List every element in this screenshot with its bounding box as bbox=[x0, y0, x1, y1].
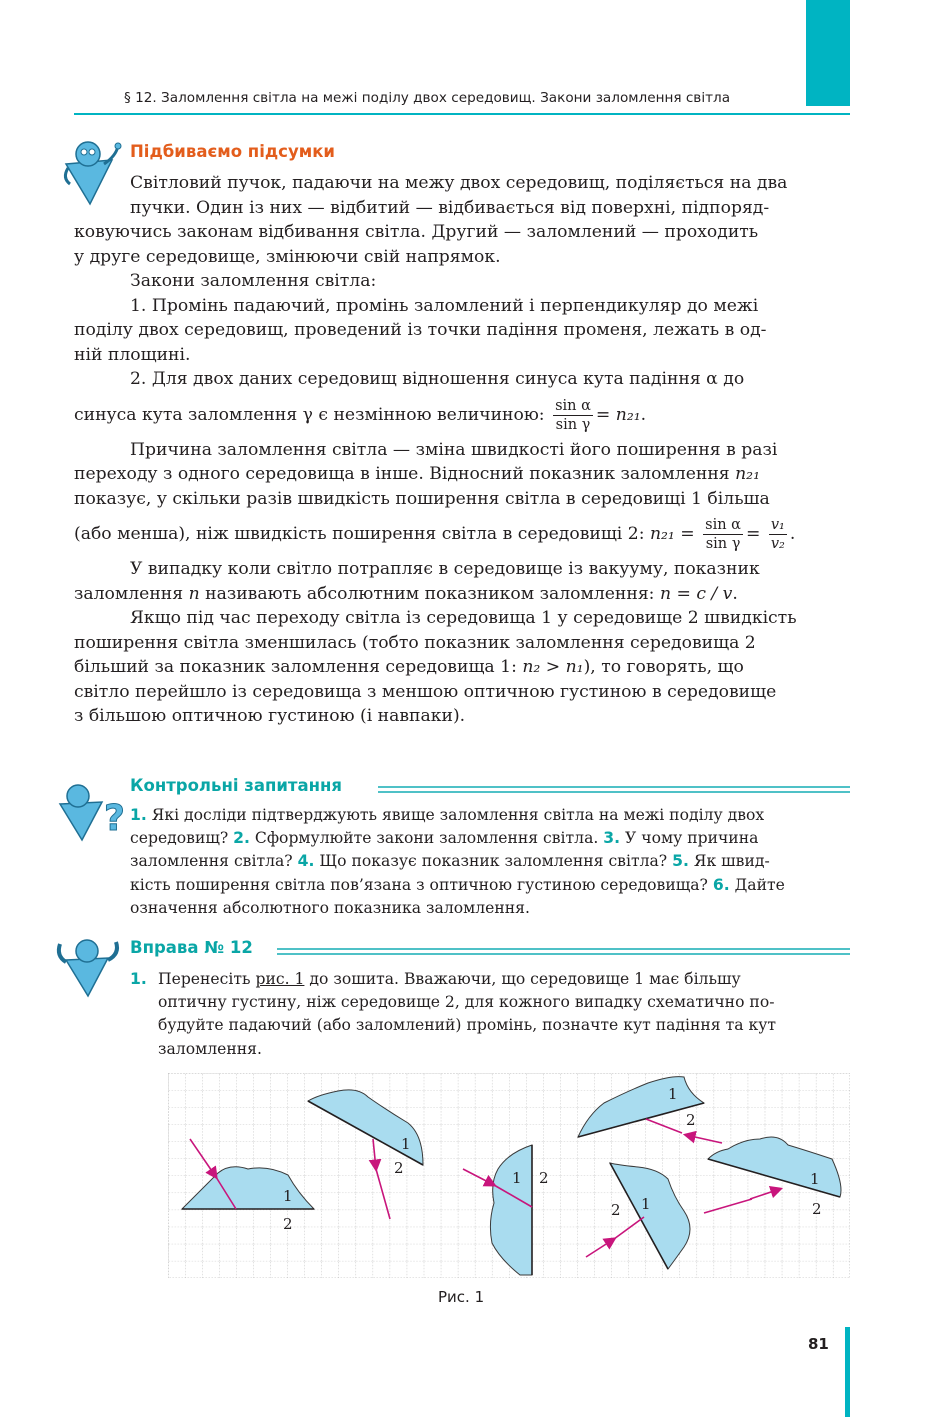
text-line: Світловий пучок, падаючи на межу двох середовищ, поділяється на два bbox=[130, 173, 788, 193]
text-line: Закони заломлення світла: bbox=[130, 271, 377, 291]
formula-n: n bbox=[188, 583, 200, 604]
medium-label-1: 1 bbox=[668, 1085, 678, 1103]
text-line: (або менша), ніж швидкість поширення світла в середовищі 2: bbox=[74, 524, 645, 544]
sin-ratio bbox=[553, 397, 593, 434]
fraction-numerator: sin α bbox=[705, 517, 741, 533]
medium-label-1: 1 bbox=[283, 1187, 293, 1205]
text-line: пучки. Один із них — відбитий — відбивається від поверхні, підпоряд- bbox=[130, 197, 770, 218]
medium-label-2: 2 bbox=[686, 1111, 696, 1129]
footer-tab bbox=[845, 1327, 850, 1417]
question-line: означення абсолютного показника заломлення. bbox=[130, 898, 530, 917]
text-line: Якщо під час переходу світла із середовища 1 у середовище 2 швидкість bbox=[130, 608, 797, 628]
svg-text:?: ? bbox=[104, 798, 125, 839]
text-line: 1. Промінь падаючий, промінь заломлений і перпендикуляр до межі bbox=[130, 295, 759, 316]
exercise-title: Вправа № 12 bbox=[130, 938, 253, 957]
text-line: більший за показник заломлення середовища 1: bbox=[74, 657, 517, 677]
medium-label-1: 1 bbox=[512, 1169, 522, 1187]
text-line: синуса кута заломлення γ є незмінною величиною: bbox=[74, 404, 545, 425]
text-line: показує, у скільки разів швидкість поширення світла в середовищі 1 більша bbox=[74, 488, 770, 509]
formula-line bbox=[74, 462, 850, 487]
fraction-denominator: sin γ bbox=[705, 536, 741, 552]
medium-label-1: 1 bbox=[401, 1135, 411, 1153]
text-line: заломлення bbox=[74, 583, 184, 604]
exercise-line: будуйте падаючий (або заломлений) промінь, позначте кут падіння та кут bbox=[158, 1016, 777, 1035]
formula-n21: n₂₁ bbox=[735, 464, 760, 484]
question-line: 1. Які досліди підтверджують явище заломлення світла на межі поділу двох bbox=[130, 806, 765, 824]
questions-title-rule bbox=[378, 786, 850, 793]
questions-text bbox=[130, 804, 850, 920]
text-line: ковуючись законам відбивання світла. Другий — заломлений — проходить bbox=[74, 222, 759, 242]
sin-ratio bbox=[703, 516, 743, 553]
text-line: ній площині. bbox=[74, 344, 191, 365]
exercise-line: 1. Перенесіть рис. 1 до зошита. Вважаючи, що середовище 1 має більшу bbox=[130, 970, 741, 988]
text-line: поширення світла зменшилась (тобто показник заломлення середовища 2 bbox=[74, 632, 756, 653]
question-line: кість поширення світла пов’язана з оптичною густиною середовища? 6. Дайте bbox=[130, 875, 785, 894]
formula-n21: n₂₁ bbox=[615, 404, 641, 425]
text-line: світло перейшло із середовища з меншою оптичною густиною в середовище bbox=[74, 681, 777, 702]
text-line: 2. Для двох даних середовищ відношення синуса кута падіння α до bbox=[130, 369, 745, 389]
text-line: Причина заломлення світла — зміна швидкості його поширення в разі bbox=[130, 439, 778, 460]
formula-line: заломлення n називають абсолютним показником заломлення: n = c / v. bbox=[74, 583, 738, 604]
formula-line bbox=[74, 655, 850, 680]
text-line: називають абсолютним показником заломлення: bbox=[205, 583, 655, 604]
summary-text bbox=[74, 171, 850, 729]
questions-title: Контрольні запитання bbox=[130, 776, 343, 795]
chapter-tab bbox=[806, 0, 850, 106]
formula-line: синуса кута заломлення γ є незмінною величиною: $\frac{\text{sin α}}{\text{sin γ}}$ = n₂₁. bbox=[74, 397, 647, 433]
fraction-numerator bbox=[769, 516, 787, 535]
exercise-line: оптичну густину, ніж середовище 2, для кожного випадку схематично по- bbox=[158, 993, 775, 1012]
medium-label-2: 2 bbox=[539, 1169, 549, 1187]
refraction-figure bbox=[168, 1073, 850, 1278]
medium-label-1: 1 bbox=[641, 1195, 651, 1213]
formula-absolute: n = c / v bbox=[659, 583, 733, 604]
summary-title: Підбиваємо підсумки bbox=[130, 142, 335, 161]
fraction-numerator: sin α bbox=[555, 397, 591, 414]
figure-link[interactable]: рис. 1 bbox=[255, 970, 305, 988]
text-line: поділу двох середовищ, проведений із точки падіння променя, лежать в од- bbox=[74, 320, 767, 340]
formula-n21: n₂₁ bbox=[649, 524, 675, 544]
fraction-denominator: sin γ bbox=[555, 416, 591, 433]
page-number: 81 bbox=[808, 1335, 829, 1353]
question-line: середовищ? 2. Сформулюйте закони заломлення світла. 3. У чому причина bbox=[130, 829, 759, 848]
formula-v1: v₁ bbox=[770, 517, 785, 533]
text-line: з більшою оптичною густиною (і навпаки). bbox=[74, 706, 466, 726]
exercise-title-rule bbox=[277, 948, 850, 955]
text-line: у друге середовище, змінюючи свій напрямок. bbox=[74, 246, 501, 267]
formula-line: (або менша), ніж швидкість поширення світла в середовищі 2: n₂₁ = $\frac{\text{sin α}}{\text{sin γ}}$ = $\frac{\text{v₁}}{\text{v₂}}$ . bbox=[74, 517, 796, 552]
medium-label-2: 2 bbox=[611, 1201, 621, 1219]
text-line: переходу з одного середовища в інше. Відносний показник заломлення bbox=[74, 464, 730, 484]
medium-label-2: 2 bbox=[812, 1200, 822, 1218]
mascot-strong-icon bbox=[52, 936, 124, 1002]
speed-ratio bbox=[769, 516, 787, 553]
text-line: ), то говорять, що bbox=[583, 657, 744, 677]
question-line: заломлення світла? 4. Що показує показник заломлення світла? 5. Як швид- bbox=[130, 852, 770, 871]
fraction-denominator bbox=[769, 535, 787, 553]
formula-inequality: n₂ > n₁ bbox=[522, 657, 584, 677]
running-title: § 12. Заломлення світла на межі поділу двох середовищ. Закони заломлення світла bbox=[124, 90, 731, 106]
text-line: У випадку коли світло потрапляє в середовище із вакууму, показник bbox=[130, 559, 760, 579]
medium-label-2: 2 bbox=[283, 1215, 293, 1233]
exercise-text bbox=[130, 968, 850, 1061]
mascot-question-icon bbox=[56, 782, 130, 844]
exercise-line: заломлення. bbox=[158, 1039, 262, 1058]
medium-label-2: 2 bbox=[394, 1159, 404, 1177]
medium-label-1: 1 bbox=[810, 1170, 820, 1188]
header-rule bbox=[74, 113, 850, 115]
figure-caption: Рис. 1 bbox=[438, 1288, 485, 1306]
formula-v2: v₂ bbox=[770, 536, 785, 552]
